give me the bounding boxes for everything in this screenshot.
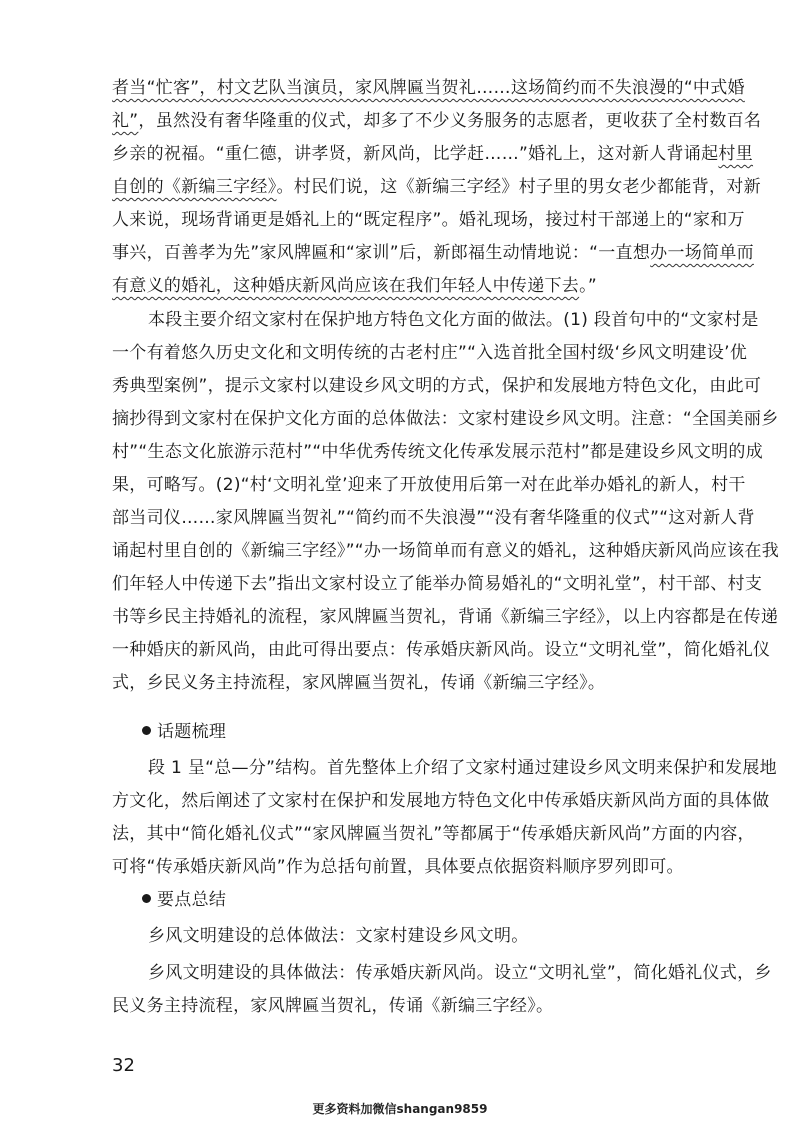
summary-heading: 要点总结	[112, 884, 700, 917]
passage-line: 乡亲的祝福。“重仁德，讲孝贤，新风尚，比学赶……”婚礼上，这对新人背诵起村里	[112, 144, 754, 164]
passage-line: 礼”，虽然没有奢华隆重的仪式，却多了不少义务服务的志愿者，更收获了全村数百名	[112, 111, 762, 131]
topic-line: 段 1 呈“总—分”结构。首先整体上介绍了文家村通过建设乡风文明来保护和发展地	[148, 758, 777, 778]
passage-line: 自创的《新编三字经》。村民们说，这《新编三字经》村子里的男女老少都能背，对新	[112, 177, 761, 197]
analysis-line: 一种婚庆的新风尚，由此可得出要点：传承婚庆新风尚。设立“文明礼堂”，简化婚礼仪	[112, 640, 771, 660]
summary-section	[112, 884, 700, 917]
topic-paragraph	[112, 752, 777, 884]
bullet-dot-icon	[142, 894, 151, 903]
analysis-line: 村”“生态文化旅游示范村”“中华优秀传统文化传承发展示范村”都是建设乡风文明的成	[112, 442, 764, 462]
passage-line: 者当“忙客”，村文艺队当演员，家风牌匾当贺礼……这场简约而不失浪漫的“中式婚	[112, 78, 745, 98]
analysis-line: 摘抄得到文家村在保护文化方面的总体做法：文家村建设乡风文明。注意：“全国美丽乡	[112, 409, 779, 429]
passage-line: 有意义的婚礼，这种婚庆新风尚应该在我们年轻人中传递下去。”	[112, 276, 598, 296]
topic-section	[112, 716, 700, 749]
summary-line: 民义务主持流程，家风牌匾当贺礼，传诵《新编三字经》。	[112, 996, 554, 1016]
summary-paragraph	[112, 920, 772, 1023]
analysis-line: 果，可略写。(2)“村‘文明礼堂’迎来了开放使用后第一对在此举办婚礼的新人，村干	[112, 475, 746, 495]
passage-line: 事兴，百善孝为先”家风牌匾和“家训”后，新郎福生动情地说：“一直想办一场简单而	[112, 243, 754, 263]
analysis-line: 秀典型案例”，提示文家村以建设乡风文明的方式，保护和发展地方特色文化，由此可	[112, 376, 762, 396]
analysis-line: 式，乡民义务主持流程，家风牌匾当贺礼，传诵《新编三字经》。	[112, 673, 606, 693]
analysis-line: 书等乡民主持婚礼的流程，家风牌匾当贺礼，背诵《新编三字经》，以上内容都是在传递	[112, 607, 779, 627]
passage-line: 人来说，现场背诵更是婚礼上的“既定程序”。婚礼现场，接过村干部递上的“家和万	[112, 210, 745, 230]
topic-heading: 话题梳理	[112, 716, 700, 749]
bullet-dot-icon	[142, 726, 151, 735]
analysis-paragraph	[112, 304, 780, 700]
footer-note: 更多资料加微信shangan9859	[312, 1102, 488, 1116]
topic-line: 可将“传承婚庆新风尚”作为总括句前置，具体要点依据资料顺序罗列即可。	[112, 857, 684, 877]
page-number: 32	[112, 1055, 135, 1076]
analysis-line: 本段主要介绍文家村在保护地方特色文化方面的做法。(1) 段首句中的“文家村是	[148, 310, 759, 330]
source-passage	[112, 72, 762, 303]
analysis-line: 一个有着悠久历史文化和文明传统的古老村庄”“入选首批全国村级‘乡风文明建设’优	[112, 343, 748, 363]
analysis-line: 部当司仪……家风牌匾当贺礼”“简约而不失浪漫”“没有奢华隆重的仪式”“这对新人背	[112, 508, 755, 528]
analysis-line: 诵起村里自创的《新编三字经》”“办一场简单而有意义的婚礼，这种婚庆新风尚应该在我	[112, 541, 780, 561]
summary-line: 乡风文明建设的总体做法：文家村建设乡风文明。	[148, 926, 529, 946]
topic-line: 法，其中“简化婚礼仪式”“家风牌匾当贺礼”等都属于“传承婚庆新风尚”方面的内容，	[112, 824, 755, 844]
summary-line: 乡风文明建设的具体做法：传承婚庆新风尚。设立“文明礼堂”，简化婚礼仪式，乡	[148, 963, 772, 983]
topic-line: 方文化，然后阐述了文家村在保护和发展地方特色文化中传承婚庆新风尚方面的具体做	[112, 791, 770, 811]
analysis-line: 们年轻人中传递下去”指出文家村设立了能举办简易婚礼的“文明礼堂”，村干部、村支	[112, 574, 763, 594]
